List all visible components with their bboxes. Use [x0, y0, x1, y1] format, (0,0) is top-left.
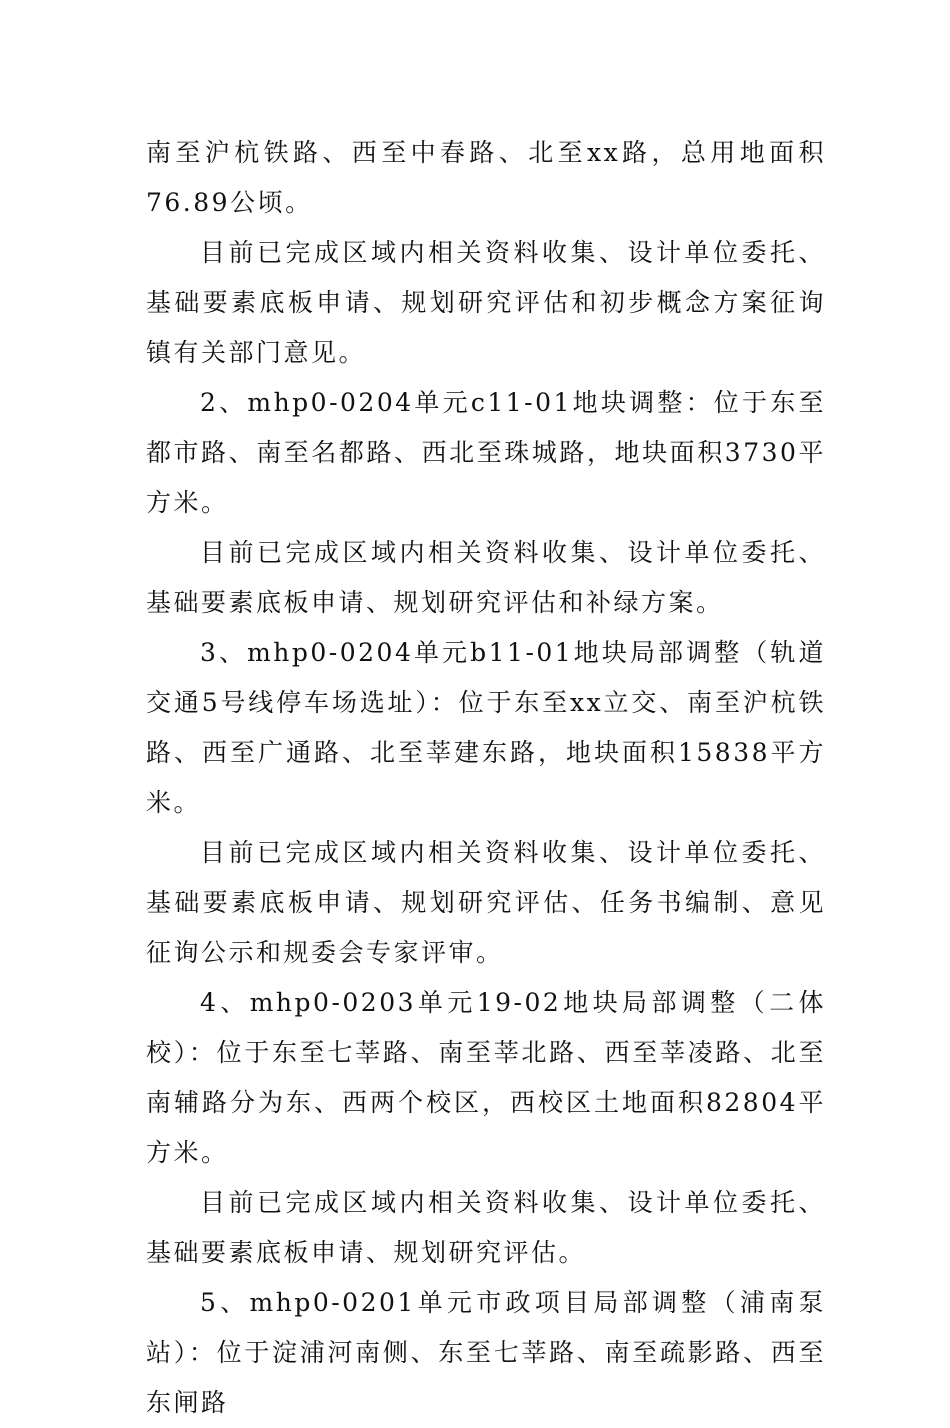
paragraph-3: 2、mhp0-0204单元c11-01地块调整：位于东至都市路、南至名都路、西北至珠城路，地块面积3730平方米。 [146, 388, 826, 517]
paragraph-7: 4、mhp0-0203单元19-02地块局部调整（二体校）：位于东至七莘路、南至莘北路、西至莘凌路、北至南辅路分为东、西两个校区，西校区土地面积82804平方米。 [146, 988, 826, 1167]
paragraph-9: 5、mhp0-0201单元市政项目局部调整（浦南泵站）：位于淀浦河南侧、东至七莘路、南至疏影路、西至东闸路 [146, 1288, 826, 1417]
document-body [146, 128, 826, 1428]
paragraph-6: 目前已完成区域内相关资料收集、设计单位委托、基础要素底板申请、规划研究评估、任务书编制、意见征询公示和规委会专家评审。 [146, 838, 826, 967]
paragraph-1: 南至沪杭铁路、西至中春路、北至xx路，总用地面积76.89公顷。 [146, 138, 826, 217]
paragraph-8: 目前已完成区域内相关资料收集、设计单位委托、基础要素底板申请、规划研究评估。 [146, 1188, 826, 1267]
paragraph-4: 目前已完成区域内相关资料收集、设计单位委托、基础要素底板申请、规划研究评估和补绿方案。 [146, 538, 826, 617]
paragraph-5: 3、mhp0-0204单元b11-01地块局部调整（轨道交通5号线停车场选址）：位于东至xx立交、南至沪杭铁路、西至广通路、北至莘建东路，地块面积15838平方米。 [146, 638, 826, 817]
paragraph-2: 目前已完成区域内相关资料收集、设计单位委托、基础要素底板申请、规划研究评估和初步概念方案征询镇有关部门意见。 [146, 238, 826, 367]
